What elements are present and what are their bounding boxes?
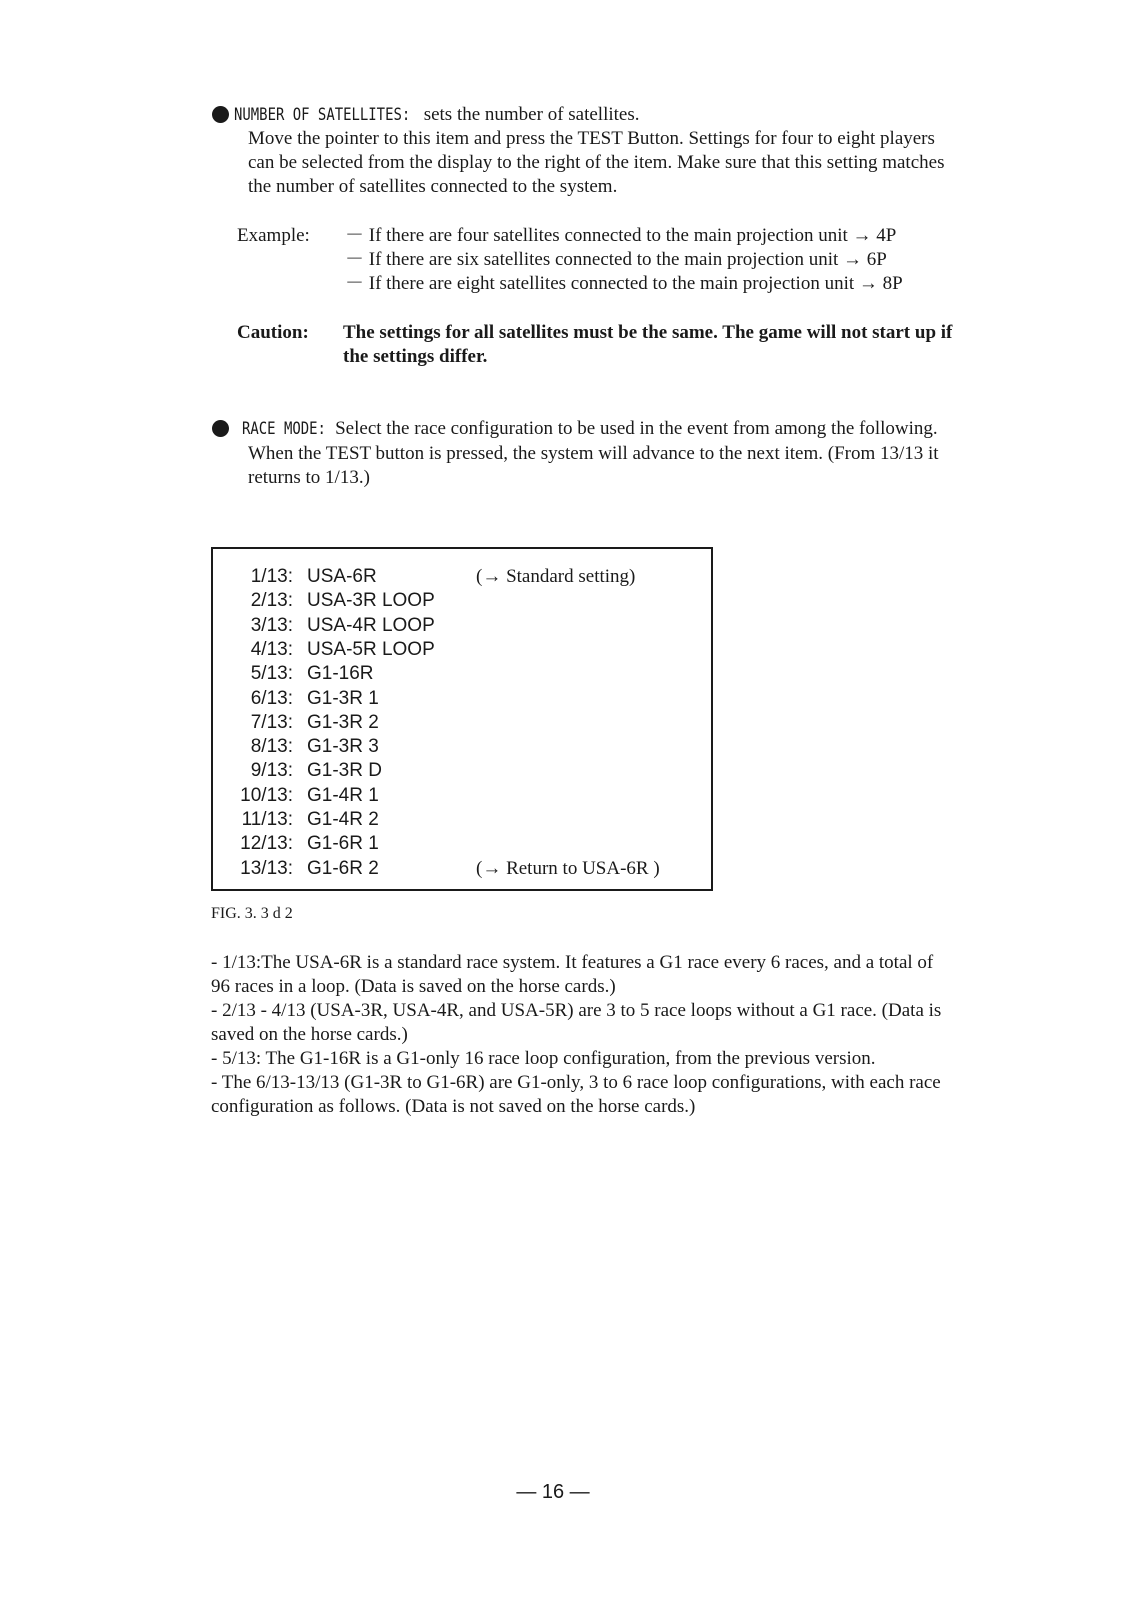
race-config-number: 6/13: — [250, 687, 293, 709]
note-line: - The 6/13-13/13 (G1-3R to G1-6R) are G1-only, 3 to 6 race loop configurations, with each race — [211, 1072, 941, 1093]
race-config-row — [213, 857, 711, 881]
race-mode-heading-line — [242, 417, 938, 441]
race-config-name: G1-4R 2 — [307, 809, 379, 830]
race-config-row — [213, 614, 711, 638]
race-config-name: USA-4R LOOP — [307, 614, 435, 636]
race-config-name: USA-5R LOOP — [307, 638, 435, 660]
race-config-name: G1-16R — [307, 663, 374, 685]
race-config-row — [213, 784, 711, 808]
race-config-row — [213, 565, 711, 589]
page-number: ― 16 ― — [516, 1481, 590, 1503]
race-config-name: G1-6R 2 — [307, 857, 379, 879]
race-config-number: 10/13: — [240, 784, 293, 806]
race-config-row — [213, 589, 711, 613]
example-line: － If there are four satellites connected to the main projection unit → 4P — [345, 225, 897, 246]
race-config-number: 12/13: — [240, 833, 293, 855]
note-line: 96 races in a loop. (Data is saved on the horse cards.) — [211, 976, 616, 997]
race-config-name: USA-3R LOOP — [307, 590, 435, 612]
note-line: - 5/13: The G1-16R is a G1-only 16 race loop configuration, from the previous version. — [211, 1048, 876, 1069]
caution-text: The settings for all satellites must be the same. The game will not start up if — [343, 322, 953, 343]
race-config-number: 1/13: — [250, 566, 293, 587]
race-config-number: 13/13: — [240, 857, 293, 879]
race-config-row — [213, 638, 711, 662]
race-config-name: G1-3R 1 — [307, 687, 379, 709]
race-config-row — [213, 759, 711, 783]
note-line: - 1/13:The USA-6R is a standard race system. It features a G1 race every 6 races, and a total of — [211, 952, 934, 973]
race-config-row — [213, 711, 711, 735]
satellites-heading: NUMBER OF SATELLITES: — [234, 105, 411, 125]
race-config-note: (→ Return to USA-6R ) — [476, 857, 660, 879]
satellites-heading-line — [234, 103, 640, 127]
race-config-name: USA-6R — [307, 566, 377, 587]
race-config-number: 8/13: — [250, 736, 293, 758]
race-config-number: 4/13: — [250, 638, 293, 660]
race-mode-heading: RACE MODE: — [242, 419, 326, 439]
example-line: － If there are eight satellites connected to the main projection unit → 8P — [345, 273, 903, 294]
example-line: － If there are six satellites connected to the main projection unit → 6P — [345, 249, 887, 270]
race-config-number: 9/13: — [250, 760, 293, 782]
race-mode-figure — [211, 547, 713, 891]
race-config-name: G1-6R 1 — [307, 833, 379, 855]
note-line: saved on the horse cards.) — [211, 1024, 408, 1045]
satellites-text-line: Move the pointer to this item and press the TEST Button. Settings for four to eight players — [248, 128, 935, 149]
bullet-icon — [212, 420, 229, 437]
race-config-row — [213, 662, 711, 686]
race-config-number: 3/13: — [250, 614, 293, 636]
race-config-name: G1-4R 1 — [307, 784, 379, 806]
race-config-name: G1-3R 2 — [307, 711, 379, 733]
satellites-text-line: the number of satellites connected to the system. — [248, 176, 618, 197]
race-config-number: 7/13: — [250, 711, 293, 733]
caution-text: the settings differ. — [343, 346, 488, 367]
race-config-row — [213, 687, 711, 711]
race-config-name: G1-3R D — [307, 760, 382, 782]
figure-caption: FIG. 3. 3 d 2 — [211, 905, 293, 922]
race-mode-text-line: When the TEST button is pressed, the system will advance to the next item. (From 13/13 it — [248, 443, 939, 464]
race-config-row — [213, 808, 711, 832]
race-config-note: (→ Standard setting) — [476, 566, 636, 587]
note-line: configuration as follows. (Data is not saved on the horse cards.) — [211, 1096, 696, 1117]
example-label: Example: — [237, 225, 310, 246]
caution-label: Caution: — [237, 322, 309, 343]
race-config-number: 5/13: — [250, 663, 293, 685]
race-config-number: 11/13: — [241, 809, 293, 830]
race-config-row — [213, 832, 711, 856]
race-mode-intro: Select the race configuration to be used in the event from among the following. — [335, 418, 938, 439]
race-mode-text-line: returns to 1/13.) — [248, 467, 370, 488]
satellites-text-line: can be selected from the display to the right of the item. Make sure that this setting matches — [248, 152, 945, 173]
note-line: - 2/13 - 4/13 (USA-3R, USA-4R, and USA-5R) are 3 to 5 race loops without a G1 race. (Data is — [211, 1000, 942, 1021]
bullet-icon — [212, 106, 229, 123]
race-config-name: G1-3R 3 — [307, 736, 379, 758]
satellites-intro: sets the number of satellites. — [423, 104, 640, 125]
race-config-number: 2/13: — [250, 590, 293, 612]
race-config-row — [213, 735, 711, 759]
